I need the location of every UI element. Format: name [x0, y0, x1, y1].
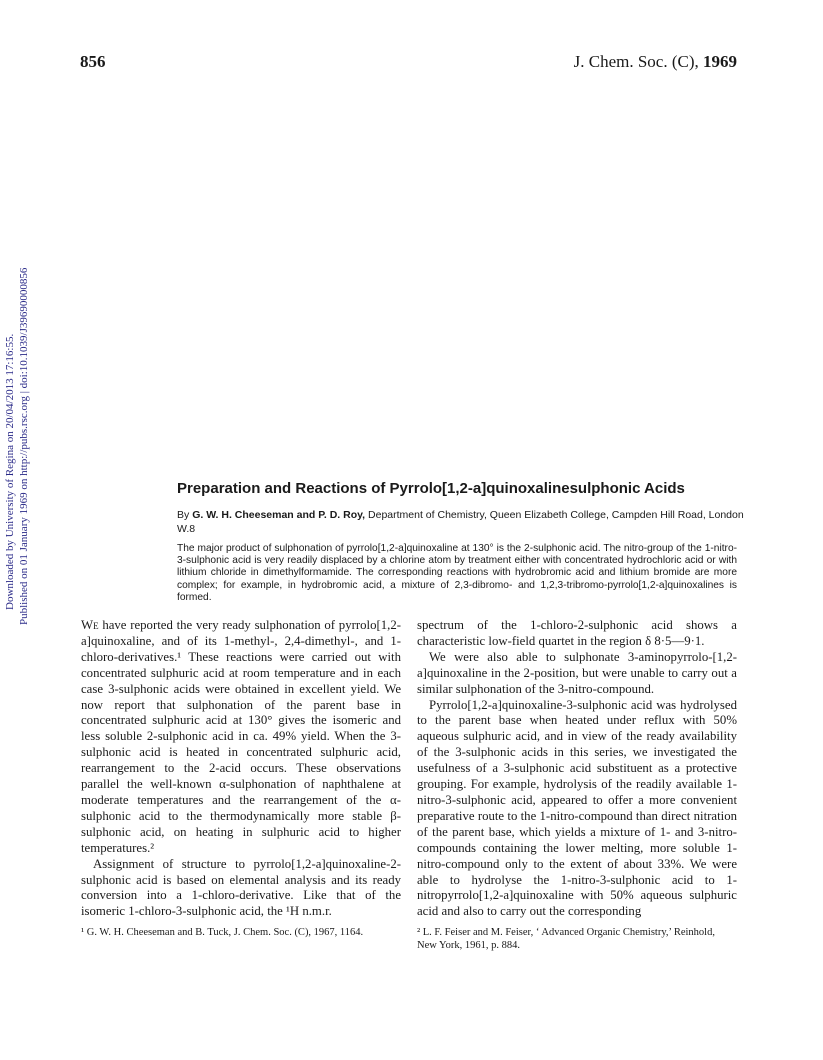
body-column-left [81, 618, 401, 920]
footnote-1: ¹ G. W. H. Cheeseman and B. Tuck, J. Chem. Soc. (C), 1967, 1164. [81, 927, 364, 938]
article-title: Preparation and Reactions of Pyrrolo[1,2-a]quinoxalinesulphonic Acids [177, 480, 685, 497]
paragraph-text: have reported the very ready sulphonation of pyrrolo[1,2-a]quinoxaline, and of its 1-methyl-, 2,4-dimethyl-, and 1-chloro-derivatives.¹ These reactions were carried out with concentrated sulphuric acid at room temperature and in each case 3-sulphonic acids were obtained in excellent yield. We now report that sulphonation of the parent base in concentrated sulphuric acid at 130° gives the isomeric and less soluble 2-sulphonic acid in ca. 49% yield. When the 3-sulphonic acid is heated in concentrated sulphuric acid, rearrangement to the 2-acid occurs. These observations parallel the well-known α-sulphonation of naphthalene at moderate temperatures and the rearrangement of the α-sulphonic acid to the thermodynamically more stable β-sulphonic acid, on heating in sulphuric acid to higher temperatures.² [81, 618, 401, 855]
journal-name: J. Chem. Soc. (C), [573, 52, 703, 71]
paragraph: Assignment of structure to pyrrolo[1,2-a]quinoxaline-2-sulphonic acid is based on elemental analysis and its ready conversion into a 1-chloro-derivative. Like that of the isomeric 1-chloro-3-sulphonic acid, the ¹H n.m.r. [81, 856, 401, 919]
body-column-right [417, 618, 737, 920]
authors: G. W. H. Cheeseman and P. D. Roy, [192, 509, 366, 521]
paragraph [81, 618, 401, 857]
affiliation: Department of Chemistry, Queen Elizabeth College, Campden Hill Road, London W.8 [177, 509, 744, 535]
byline [177, 508, 747, 536]
download-stamp [0, 267, 36, 630]
journal-year: 1969 [703, 52, 737, 71]
download-stamp-line1: Downloaded by University of Regina on 20/04/2013 17:16:55. [4, 333, 16, 610]
paragraph: spectrum of the 1-chloro-2-sulphonic acid shows a characteristic low-field quartet in the region δ 8·5—9·1. [417, 618, 737, 648]
footnote-2: ² L. F. Feiser and M. Feiser, ‘ Advanced Organic Chemistry,’ Reinhold, New York, 1961, p. 884. [417, 927, 715, 951]
byline-by: By [177, 509, 190, 521]
paragraph: Pyrrolo[1,2-a]quinoxaline-3-sulphonic acid was hydrolysed to the parent base when heated under reflux with 50% aqueous sulphuric acid, and in view of the ready availability of the 3-sulphonic acids in this series, we investigated the usefulness of a 3-sulphonic acid substituent as a protective grouping. For example, hydrolysis of the readily available 1-nitro-3-sulphonic acid, appeared to offer a more convenient preparative route to the 1-nitro-compound than direct nitration of the parent base, which yields a mixture of 1- and 3-nitro-compounds containing the lower melting, more soluble 1-nitro-compound only to the extent of about 33%. We were able to hydrolyse the 1-nitro-3-sulphonic acid to 1-nitropyrrolo[1,2-a]quinoxaline with 50% aqueous sulphuric acid and also to carry out the corresponding [417, 697, 737, 919]
paragraph: We were also able to sulphonate 3-aminopyrrolo-[1,2-a]quinoxaline in the 2-position, but were unable to carry out a similar sulphonation of the 3-nitro-compound. [417, 649, 737, 696]
download-stamp-line2[interactable]: Published on 01 January 1969 on http://pubs.rsc.org | doi:10.1039/J39690000856 [18, 267, 30, 625]
journal-reference [574, 52, 737, 72]
page-number: 856 [80, 52, 106, 71]
drop-word: We [81, 618, 99, 632]
abstract: The major product of sulphonation of pyrrolo[1,2-a]quinoxaline at 130° is the 2-sulphonic acid. The nitro-group of the 1-nitro-3-sulphonic acid is very readily displaced by a chlorine atom by treatment either with concentrated hydrochloric acid or with lithium chloride in dimethylformamide. The corresponding reactions with hydrobromic acid and lithium bromide are more complex; for example, in hydrobromic acid, a mixture of 2,3-dibromo- and 1,2,3-tribromo-pyrrolo[1,2-a]quinoxalines is formed. [177, 543, 737, 603]
